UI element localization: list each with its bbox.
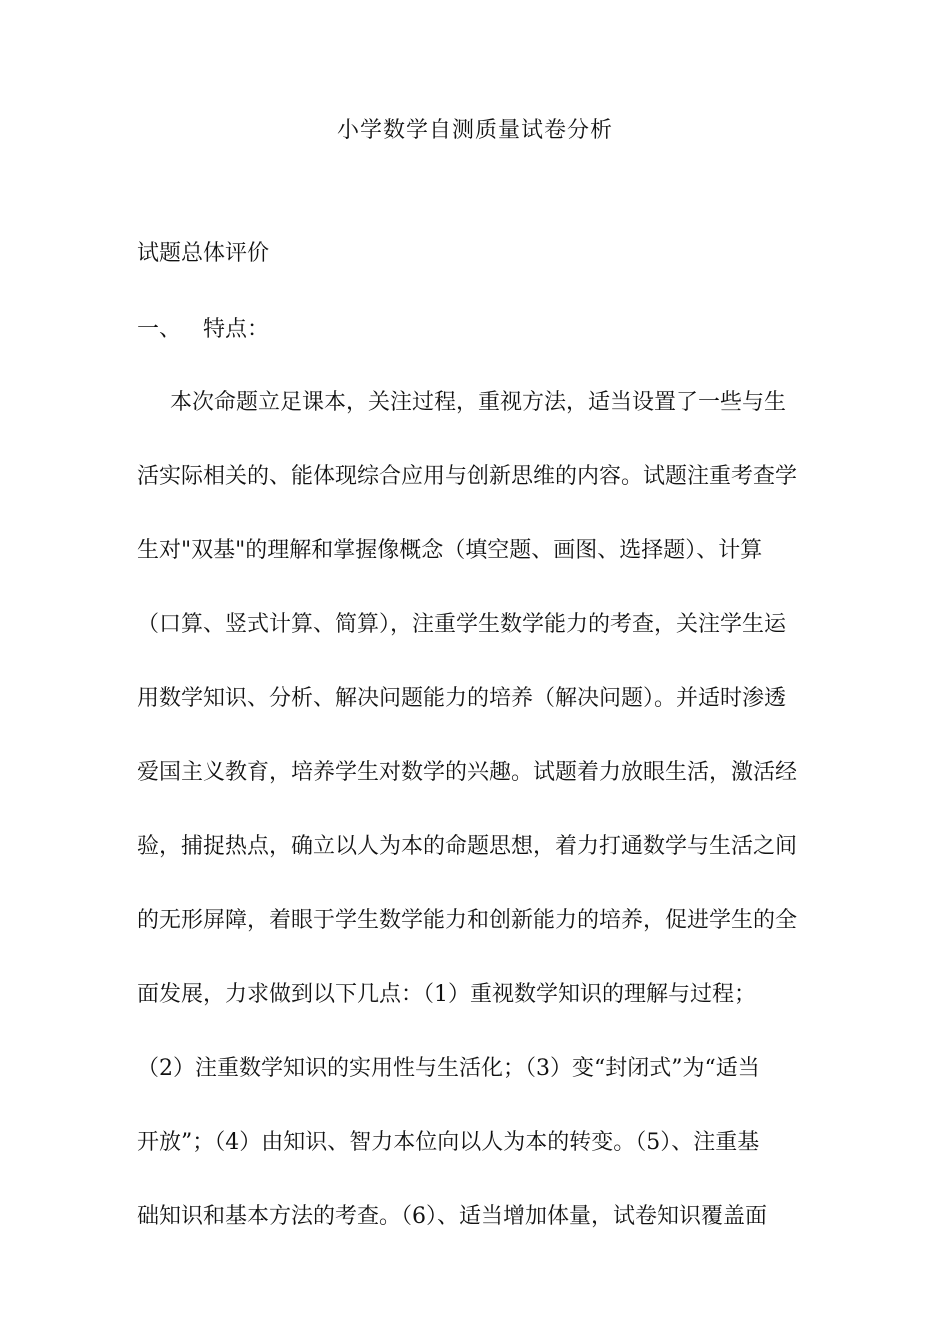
paragraph-line: 爱国主义教育，培养学生对数学的兴趣。试题着力放眼生活，激活经: [137, 760, 798, 785]
paragraph-line: 础知识和基本方法的考查。（6）、适当增加体量，试卷知识覆盖面: [137, 1204, 767, 1229]
paragraph-line: （口算、竖式计算、简算），注重学生数学能力的考查，关注学生运: [137, 612, 787, 637]
paragraph-line: （2）注重数学知识的实用性与生活化；（3）变“封闭式”为“适当: [137, 1056, 760, 1081]
paragraph-line: 生对"双基"的理解和掌握像概念（填空题、画图、选择题）、计算: [137, 538, 763, 563]
subsection-label: 特点：: [203, 317, 270, 342]
paragraph-line: 的无形屏障，着眼于学生数学能力和创新能力的培养，促进学生的全: [137, 908, 798, 933]
paragraph-line: 用数学知识、分析、解决问题能力的培养（解决问题）。并适时渗透: [137, 686, 787, 711]
document-title: 小学数学自测质量试卷分析: [336, 118, 613, 143]
paragraph-line: 面发展，力求做到以下几点：（1）重视数学知识的理解与过程；: [137, 982, 756, 1007]
paragraph-line: 验，捕捉热点，确立以人为本的命题思想，着力打通数学与生活之间: [137, 834, 798, 859]
paragraph-line: 开放”；（4）由知识、智力本位向以人为本的转变。（5）、注重基: [137, 1130, 760, 1155]
subsection-heading: [137, 312, 269, 343]
paragraph-line: 本次命题立足课本，关注过程，重视方法，适当设置了一些与生: [170, 390, 787, 415]
section-heading: 试题总体评价: [137, 241, 270, 266]
subsection-number: 一、: [137, 317, 182, 342]
paragraph-line: 活实际相关的、能体现综合应用与创新思维的内容。试题注重考查学: [137, 464, 798, 489]
